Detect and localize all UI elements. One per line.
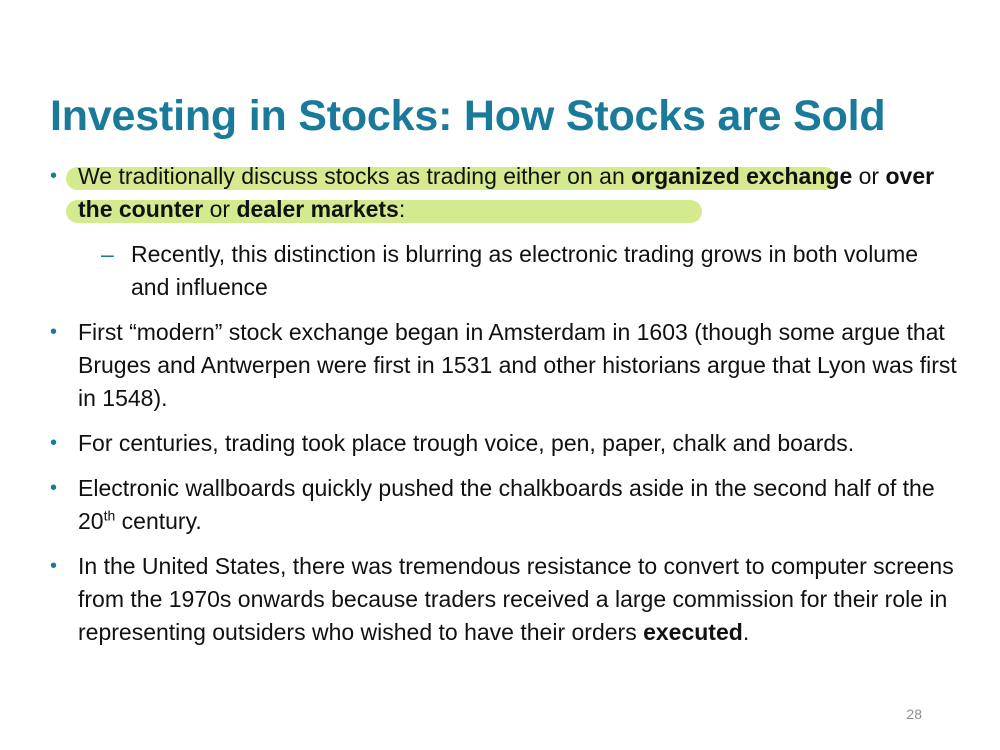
bullet-text: century.	[115, 508, 202, 534]
bullet-text: or	[203, 196, 237, 222]
dash-bullet-icon: –	[101, 241, 114, 267]
bold-term-over-the-counter: over the counter	[78, 163, 935, 222]
bullet-item-trading-methods	[50, 427, 960, 460]
bullet-dot-icon: •	[50, 432, 58, 454]
bullet-dot-icon: •	[50, 477, 58, 499]
page-number: 28	[906, 706, 922, 722]
bullet-text: .	[742, 619, 750, 645]
bullet-dot-icon: •	[50, 321, 58, 343]
sub-bullet-item	[50, 238, 960, 304]
bold-term-dealer-markets: dealer markets	[236, 196, 399, 222]
bullet-text: First “modern” stock exchange began in Amsterdam in 1603 (though some argue that Bruges and Antwerpen were first in 1531 and other historians argue that Lyon was first in 1548).	[78, 319, 957, 411]
sub-bullet-text: Recently, this distinction is blurring as electronic trading grows in both volume and influence	[131, 241, 919, 300]
slide-title: Investing in Stocks: How Stocks are Sold	[50, 92, 886, 140]
bullet-dot-icon: •	[50, 555, 58, 577]
bullet-text: We traditionally discuss stocks as trading either on an	[78, 163, 632, 189]
bullet-item-first-exchange	[50, 316, 960, 415]
superscript-th: th	[103, 507, 116, 524]
bullet-item-wallboards	[50, 472, 960, 538]
bold-term-organized-exchange: organized exchange	[631, 163, 853, 189]
bullet-text: In the United States, there was tremendous resistance to convert to computer screens from the 1970s onwards because traders received a large commission for their role in representing outsiders who wished to have their orders	[78, 553, 954, 645]
bullet-item-us-resistance	[50, 550, 960, 649]
bullet-text: For centuries, trading took place trough voice, pen, paper, chalk and boards.	[78, 430, 855, 456]
bold-term-executed: executed	[643, 619, 743, 645]
bullet-text: or	[852, 163, 886, 189]
bullet-text: Electronic wallboards quickly pushed the chalkboards aside in the second half of the 20	[78, 475, 935, 534]
bullet-dot-icon: •	[50, 165, 58, 187]
bullet-list	[50, 160, 960, 661]
bullet-item-market-types	[50, 160, 960, 226]
bullet-text: :	[398, 196, 406, 222]
